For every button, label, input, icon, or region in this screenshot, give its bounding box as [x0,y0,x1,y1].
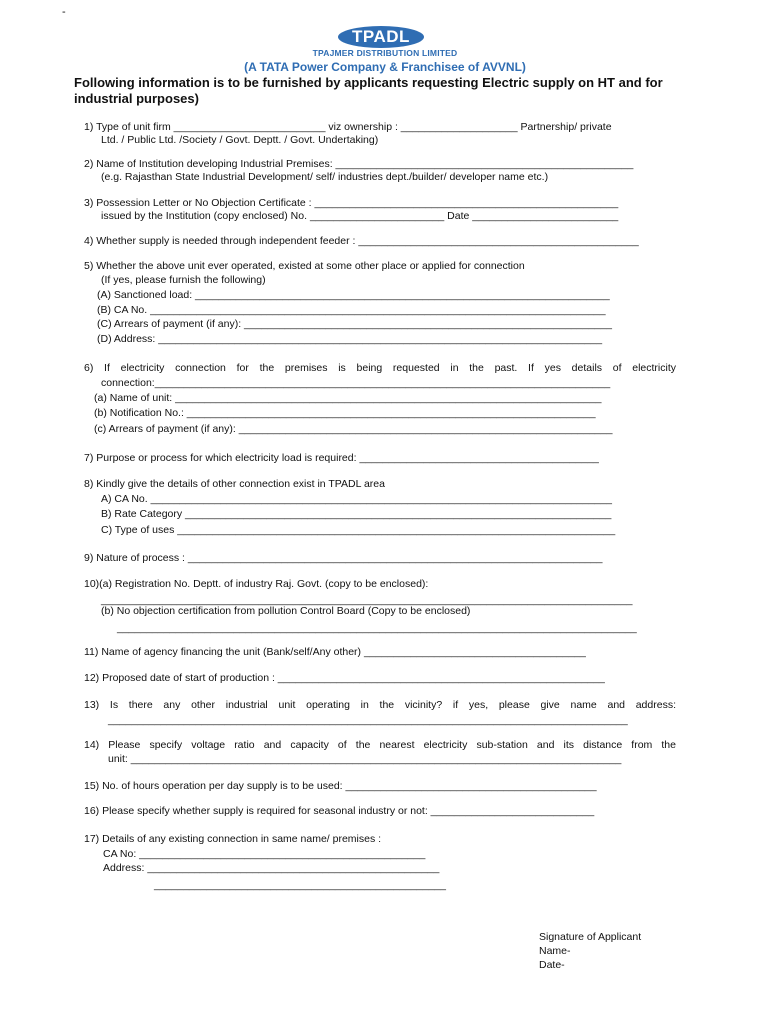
form-line: (D) Address: ____________________________________________________________________________ [97,333,603,345]
corner-mark: - [62,6,66,18]
form-line: issued by the Institution (copy enclosed) No. _______________________ Date _________________________ [101,210,619,222]
form-line: 14) Please specify voltage ratio and capacity of the nearest electricity sub-station and its distance from the [84,739,676,751]
form-heading: Following information is to be furnished by applicants requesting Electric supply on HT and for industrial purposes) [74,75,663,106]
form-line: 12) Proposed date of start of production : ________________________________________________________ [84,672,605,684]
form-line: __________________________________________________ [154,879,446,891]
form-line: (e.g. Rajasthan State Industrial Development/ self/ industries dept./builder/ developer name etc.) [101,171,549,183]
date-label: Date- [539,959,565,971]
form-line: 2) Name of Institution developing Industrial Premises: ___________________________________________________ [84,158,634,170]
form-line: Address: __________________________________________________ [103,862,440,874]
form-line: 3) Possession Letter or No Objection Certificate : ____________________________________________________ [84,197,619,209]
company-tagline: (A TATA Power Company & Franchisee of AVVNL) [244,60,526,74]
form-line: (A) Sanctioned load: _______________________________________________________________________ [97,289,610,301]
form-line: ___________________________________________________________________________________________ [101,594,633,606]
form-line: 8) Kindly give the details of other connection exist in TPADL area [84,478,385,490]
tpadl-logo: TPADL [338,26,424,48]
form-line: 5) Whether the above unit ever operated, existed at some other place or applied for connection [84,260,525,272]
form-line: 13) Is there any other industrial unit operating in the vicinity? if yes, please give name and address: [84,699,676,711]
form-line: (c) Arrears of payment (if any): ________________________________________________________________ [94,423,613,435]
signature-label: Signature of Applicant [539,931,642,943]
form-line: 7) Purpose or process for which electricity load is required: _________________________________________ [84,452,599,464]
form-line: A) CA No. _______________________________________________________________________________ [101,493,612,505]
form-line: B) Rate Category _________________________________________________________________________ [101,508,612,520]
form-line: (If yes, please furnish the following) [101,274,266,286]
form-line: (b) Notification No.: ______________________________________________________________________ [94,407,596,419]
form-line: C) Type of uses ___________________________________________________________________________ [101,524,616,536]
company-name: TPAJMER DISTRIBUTION LIMITED [312,48,458,58]
form-line: 9) Nature of process : _______________________________________________________________________ [84,552,603,564]
form-line: 10)(a) Registration No. Deptt. of industry Raj. Govt. (copy to be enclosed): [84,578,429,590]
form-line: 6) If electricity connection for the premises is being requested in the past. If yes details of electricity [84,362,676,374]
form-line: 1) Type of unit firm __________________________ viz ownership : ____________________ Partnership/ private [84,121,612,133]
form-line: (b) No objection certification from pollution Control Board (Copy to be enclosed) [101,605,471,617]
form-line: 17) Details of any existing connection in same name/ premises : [84,833,382,845]
form-line: (B) CA No. ______________________________________________________________________________ [97,304,606,316]
form-line: _________________________________________________________________________________________ [108,714,628,726]
form-line: 16) Please specify whether supply is required for seasonal industry or not: ____________________________ [84,805,595,817]
form-line: (a) Name of unit: _________________________________________________________________________ [94,392,602,404]
form-line: _________________________________________________________________________________________ [117,622,637,634]
form-line: 4) Whether supply is needed through independent feeder : ________________________________________________ [84,235,639,247]
form-line: connection:______________________________________________________________________________ [101,377,611,389]
form-line: 11) Name of agency financing the unit (Bank/self/Any other) ______________________________________ [84,646,586,658]
form-line: unit: ____________________________________________________________________________________ [108,753,622,765]
form-line: 15) No. of hours operation per day supply is to be used: ___________________________________________ [84,780,597,792]
form-line: Ltd. / Public Ltd. /Society / Govt. Deptt. / Govt. Undertaking) [101,134,379,146]
name-label: Name- [539,945,571,957]
form-line: (C) Arrears of payment (if any): _______________________________________________________________ [97,318,612,330]
form-line: CA No: _________________________________________________ [103,848,426,860]
